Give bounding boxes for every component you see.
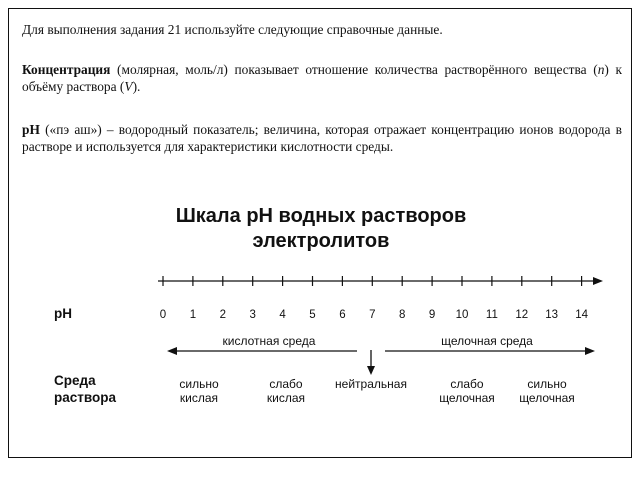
neutral-pointer-head [367,366,375,375]
reference-card [8,8,632,458]
var-v: V [124,79,133,94]
tick-label: 8 [398,309,406,321]
tick-label: 6 [339,309,346,321]
tick-label: 1 [189,309,197,321]
tick-label: 2 [219,309,226,321]
medium-label-line2: раствора [54,390,116,405]
tick-label: 14 [575,309,588,321]
weak-alkaline-label [427,377,507,405]
strong-alkaline-label [507,377,587,405]
concentration-text-c: ). [132,79,141,94]
tick-label: 13 [545,309,559,321]
acidic-arrow-head [167,347,177,355]
acidic-range-label: кислотная среда [222,334,316,348]
ph-axis-label: pH [54,306,72,321]
tick-label: 12 [515,309,529,321]
weak-alkaline-line2: щелочная [439,391,495,405]
ph-definition-text: («пэ аш») – водородный показатель; величина, которая отражает концентрацию ионов водорода в растворе и используется для характеристики кислотности среды. [22,122,622,154]
weak-acid-line1: слабо [269,377,303,391]
weak-alkaline-line1: слабо [450,377,484,391]
strong-acid-line2: кислая [179,391,219,405]
axis-arrow-head [593,277,603,285]
concentration-text-a: (молярная, моль/л) показывает отношение количества растворённого вещества ( [110,62,598,77]
alkaline-range-label: щелочная среда [441,334,533,348]
tick-label: 10 [455,309,469,321]
concentration-text-b: ) к объёму раствора ( [22,62,622,94]
intro-text: Для выполнения задания 21 используйте следующие справочные данные. [22,22,443,37]
medium-label-line1: Среда [54,373,96,388]
scale-title-line2: электролитов [252,230,390,252]
tick-label: 5 [309,309,316,321]
ph-term: pH [22,122,40,137]
weak-acid-line2: кислая [266,391,306,405]
var-n: n [597,62,605,77]
strong-alkaline-line2: щелочная [519,391,575,405]
scale-title-line1: Шкала pH водных растворов [175,205,467,227]
alkaline-arrow-head [585,347,595,355]
weak-acid-label [251,377,321,405]
tick-label: 0 [159,309,167,321]
strong-alkaline-line1: сильно [527,377,567,391]
strong-acid-label [164,377,234,405]
tick-label: 7 [369,309,376,321]
tick-label: 9 [428,309,436,321]
tick-label: 11 [485,309,498,321]
concentration-term: Концентрация [22,62,111,77]
neutral-label: нейтральная [335,377,407,391]
tick-label: 4 [279,309,286,321]
strong-acid-line1: сильно [179,377,219,391]
tick-label: 3 [249,309,256,321]
